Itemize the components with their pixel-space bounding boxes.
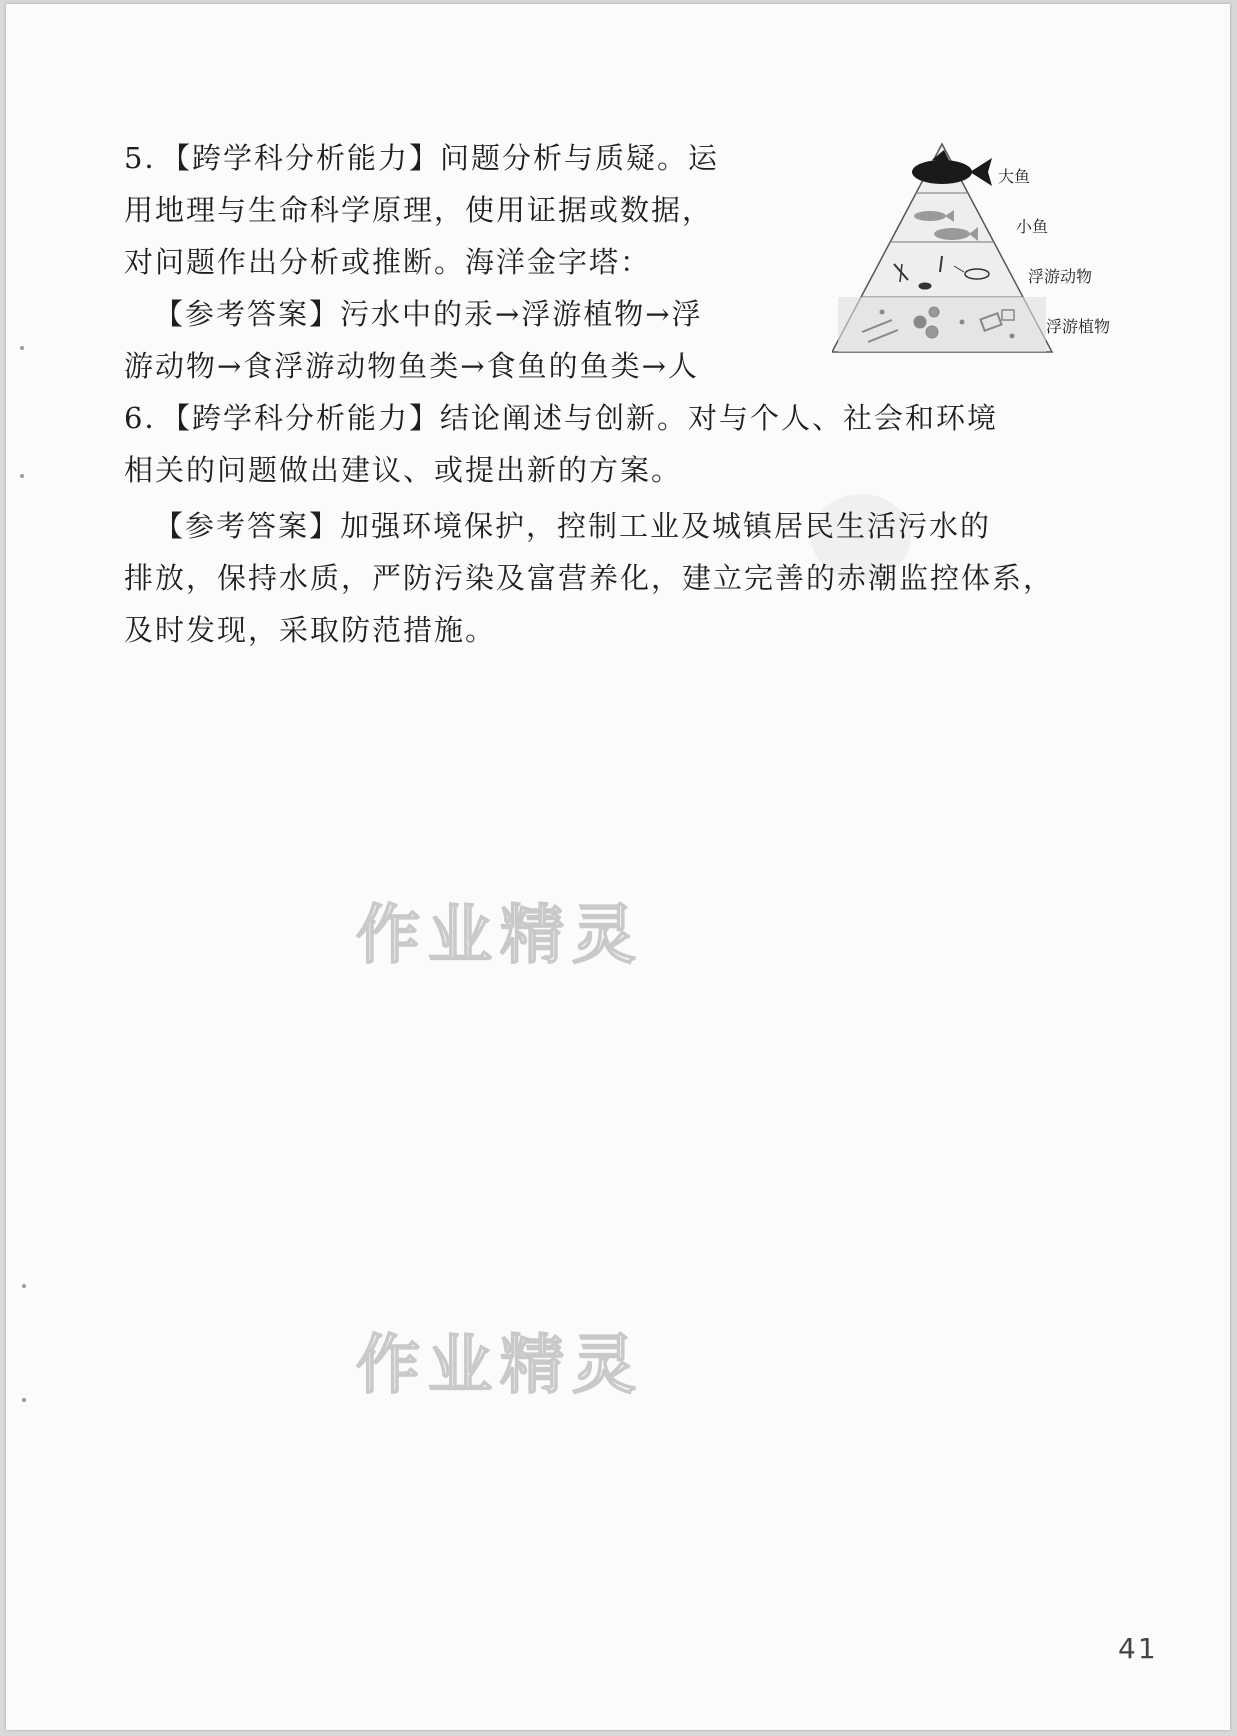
scan-speck <box>20 346 24 350</box>
q5-line-3: 对问题作出分析或推断。海洋金字塔： <box>124 245 652 279</box>
scan-speck <box>20 474 24 478</box>
q6-answer-line-1: 【参考答案】加强环境保护，控制工业及城镇居民生活污水的 <box>154 509 992 543</box>
page-number: 41 <box>1118 1632 1158 1665</box>
q6-line-1: 6．【跨学科分析能力】结论阐述与创新。对与个人、社会和环境 <box>124 401 998 435</box>
scan-speck <box>22 1284 26 1288</box>
q5-answer-line-1: 【参考答案】污水中的汞→浮游植物→浮 <box>154 297 703 331</box>
q6-line-2: 相关的问题做出建议、或提出新的方案。 <box>124 453 683 487</box>
scan-speck <box>22 1398 26 1402</box>
q5-answer-line-2: 游动物→食浮游动物鱼类→食鱼的鱼类→人 <box>124 349 699 383</box>
q5-line-1: 5．【跨学科分析能力】问题分析与质疑。运 <box>124 141 719 175</box>
pyramid-label-big-fish: 大鱼 <box>998 167 1031 186</box>
pyramid-label-phytoplankton: 浮游植物 <box>1046 317 1111 336</box>
watermark: 作业精灵 <box>356 1329 644 1403</box>
watermark: 作业精灵 <box>356 899 644 973</box>
q6-answer-line-2: 排放，保持水质，严防污染及富营养化，建立完善的赤潮监控体系， <box>124 561 1055 595</box>
document-page <box>6 4 1230 1730</box>
q6-answer-line-3: 及时发现，采取防范措施。 <box>124 613 497 647</box>
pyramid-label-zooplankton: 浮游动物 <box>1028 267 1093 286</box>
pyramid-label-small-fish: 小鱼 <box>1016 217 1049 236</box>
big-fish-icon <box>912 150 992 186</box>
q5-line-2: 用地理与生命科学原理，使用证据或数据， <box>124 193 714 227</box>
ocean-pyramid-diagram <box>832 136 1132 366</box>
